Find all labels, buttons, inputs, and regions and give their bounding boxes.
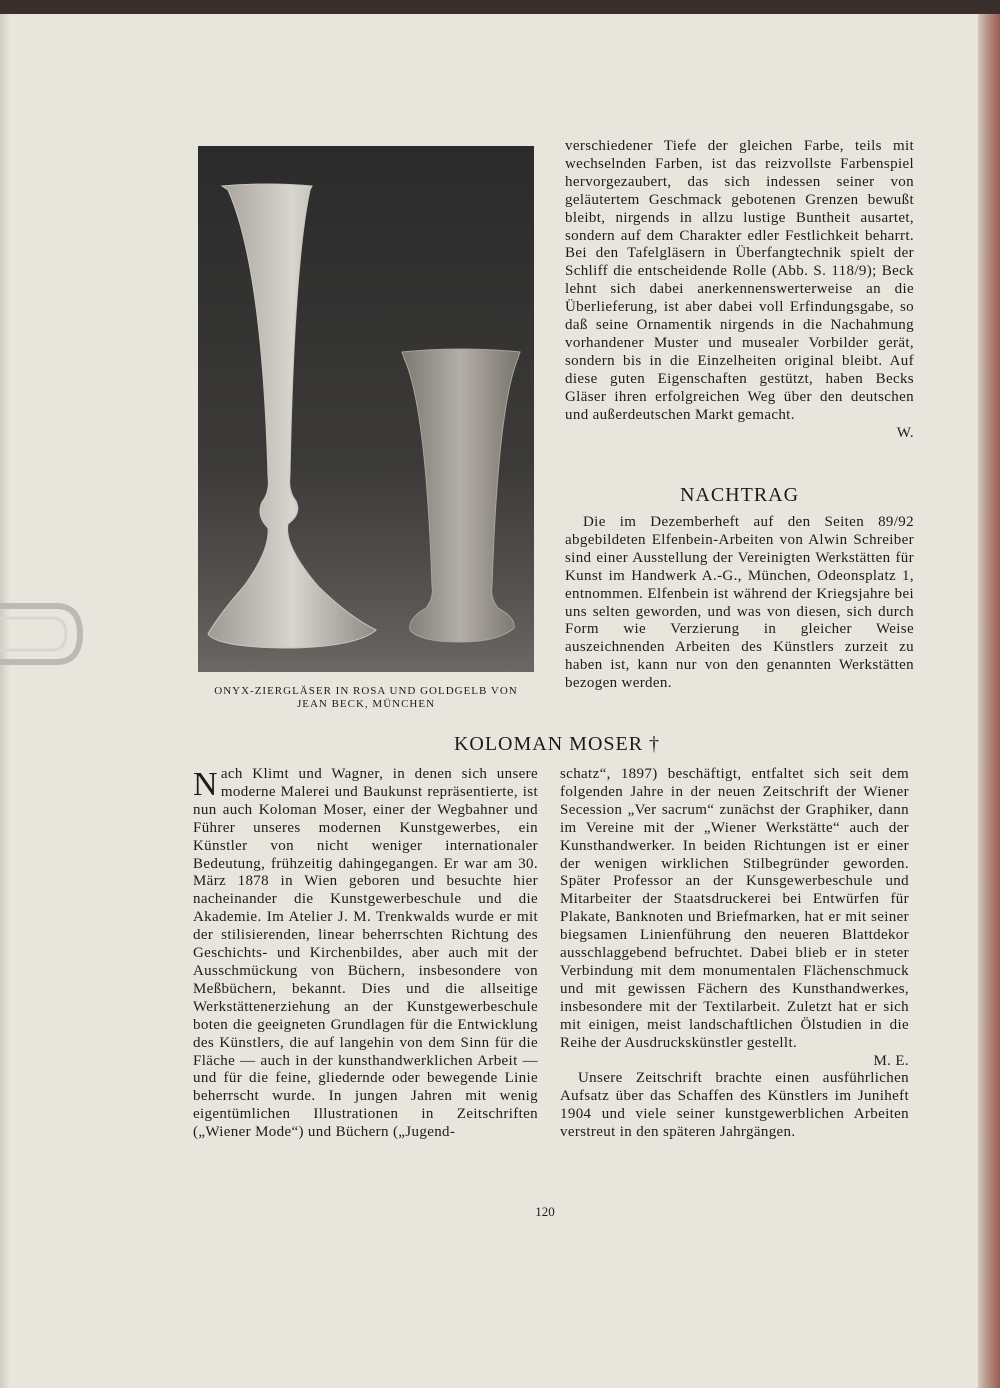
book-edge <box>978 14 1000 1388</box>
right-column-top <box>565 138 914 442</box>
paragraph-glass-text: verschiedener Tiefe der gleichen Farbe, teils mit wechselnden Farben, ist das reizvollste Farbenspiel hervorgezaubert, das sich indessen seiner von geläutertem Geschmack gebotenen Grenzen bewußt bleibt, nirgends in allzu lustige Buntheit ausartet, sondern auf dem Charakter edler Festlichkeit beharrt. Bei den Tafelgläsern in Überfangtechnik spielt der Schliff die entscheidende Rolle (Abb. S. 118/9); Beck lehnt sich dabei anerkennenswerterweise an die Überlieferung, ist aber dabei voll Erfindungsgabe, so daß seine Ornamentik nirgends in die Nachahmung vorhandener Muster und musealer Vorbilder gerät, sondern bis in die Einzelheiten original bleibt. Auf diese guten Eigenschaften gestützt, haben Becks Gläser ihren erfolgreichen Weg über den deutschen und außerdeutschen Markt gemacht. <box>565 138 914 423</box>
moser-signoff-row <box>560 1053 909 1071</box>
moser-right-text-2: Unsere Zeitschrift brachte einen ausführlichen Aufsatz über das Schaffen des Künstlers im Juniheft 1904 und viele seiner kunstgewerblichen Arbeiten verstreut in den späteren Jahrgängen. <box>560 1070 909 1141</box>
nachtrag-heading: NACHTRAG <box>679 484 800 506</box>
nachtrag-paragraph: Die im Dezemberheft auf den Seiten 89/92 abgebildeten Elfenbein-Arbeiten von Alwin Schreiber sind einer Ausstellung der Vereinigten Werkstätten für Kunst im Handwerk A.-G., München, Odeonsplatz 1, entnommen. Elfenbein ist während der Kriegsjahre bei uns selten geworden, und was von diesen, sich durch Form wie Verzierung in gleicher Weise auszeichnenden Arbeiten des Künstlers zurzeit zu haben ist, kann nur von den genannten Werkstätten bezogen werden. <box>565 514 914 692</box>
paper-clip-icon <box>0 600 84 668</box>
moser-left-column <box>193 766 538 1142</box>
moser-heading: KOLOMAN MOSER † <box>453 733 661 755</box>
caption-line-2: JEAN BECK, MÜNCHEN <box>296 698 436 710</box>
moser-left-text: ach Klimt und Wagner, in denen sich unsere moderne Malerei und Baukunst repräsentierte, ist nun auch Koloman Moser, einer der Wegbahner und Führer unseres modernen Kunstgewerbes, ein Künstler von nicht weniger internationaler Bedeutung, frühzeitig dahingegangen. Er war am 30. März 1878 in Wien geboren und besuchte hier nacheinander die Kunstgewerbeschule und die Akademie. Im Atelier J. M. Trenkwalds wurde er mit der stilisierenden, linear beherrschten Richtung des Geschichts- und Kirchenbildes, aber auch mit der Ausschmückung von Büchern, insbesondere von Meßbüchern, bekannt. Dies und die allseitige Werkstättenerziehung an der Kunstgewerbeschule boten die geeigneten Grundlagen für die Entwicklung des Künstlers, die auf langehin von dem Sinn für die Fläche — auch in der kunsthandwerklichen Arbeit — und für die feine, gliedernde oder bewegende Linie beherrscht wurde. In jungen Jahren mit wenig eigentümlichen Illustrationen in Zeitschriften („Wiener Mode“) und Büchern („Jugend- <box>193 766 538 1141</box>
page-number: 120 <box>535 1204 555 1219</box>
caption-line-1: ONYX-ZIERGLÄSER IN ROSA UND GOLDGELB VON <box>214 685 518 697</box>
page-binding-shadow <box>0 14 10 1388</box>
signoff-row <box>565 425 914 443</box>
drop-cap: N <box>193 766 218 803</box>
figure-caption <box>196 685 536 711</box>
moser-right-column <box>560 766 909 1142</box>
author-signature-me: M. E. <box>873 1052 909 1069</box>
short-vase-shape <box>402 349 520 642</box>
moser-left-paragraph <box>193 766 538 1142</box>
vases-illustration <box>198 146 534 672</box>
vases-photograph <box>198 146 534 672</box>
tall-vase-shape <box>208 184 376 648</box>
moser-right-text: schatz“, 1897) beschäftigt, entfaltet sich seit dem folgenden Jahre in der neuen Zeitschrift der Wiener Secession „Ver sacrum“ zunächst der Graphiker, dann im Vereine mit der „Wiener Werkstätte“ auch der Kunsthandwerker. In beiden Richtungen ist er einer der wenigen wirklichen Stilbegründer geworden. Später Professor an der Kunsgewerbeschule und Mitarbeiter der Staatsdruckerei bei Entwürfen für Plakate, Banknoten und Briefmarken, hat er mit seiner biegsamen Linienführung den neueren Blattdekor ausschlaggebend befruchtet. Dabei blieb er in steter Verbindung mit dem monumentalen Flächenschmuck und mit gewissen Fächern des Kunsthandwerkes, insbesondere mit der Textilarbeit. Zuletzt hat er sich mit einigen, meist landschaftlichen Ölstudien in die Reihe der Ausdruckskünstler gestellt. <box>560 766 909 1051</box>
author-signature-w: W. <box>896 424 914 441</box>
